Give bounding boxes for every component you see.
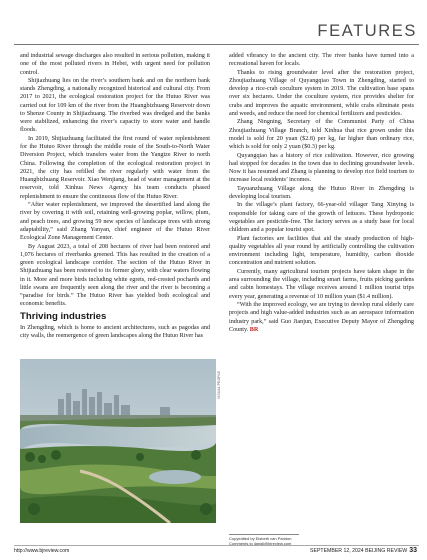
footer-rule bbox=[14, 545, 419, 546]
paragraph bbox=[229, 301, 414, 334]
paragraph: “After water replenishment, we improved the desertified land along the river by covering it with soil, retaining well-growing poplar, willow, plum, and peach trees, and growing 59 new species of landscape trees with strong adaptability,” said Zhang Yanyan, chief engineer of the Hutuo River Ecological Zone Management Center. bbox=[20, 202, 210, 242]
right-column bbox=[229, 52, 414, 544]
paragraph: Shijiazhuang lies on the river’s southern bank and on the northern bank stands Zhengding, a nationally recognized historical and cultural city. From 2017 to 2021, the ecological restoration project for the Hutuo River was carried out for 109 km of the river from the Huangbizhuang Reservoir down to Shenze County in Shijiazhuang. The riverbed was dredged and the banks were stabilized, enhancing the river’s capacity to store water and handle floods. bbox=[20, 77, 210, 134]
photo-credit: VISUAL PEOPLE bbox=[217, 370, 221, 399]
section-title: FEATURES bbox=[317, 22, 417, 40]
page-header bbox=[0, 0, 427, 48]
paragraph: Zhang Ningning, Secretary of the Communist Party of China Zhoujiazhuang Village Branch, told Xinhua that rice grown under this model is sold for 20 yuan ($2.8) per kg, far higher than ordinary rice, which is sold for only 2 yuan ($0.3) per kg. bbox=[229, 119, 414, 151]
footer-issue bbox=[310, 547, 417, 554]
paragraph: Thanks to rising groundwater level after the restoration project, Zhoujiazhuang Village of Quyangqiao Town in Zhengding, started to develop a rice-crab coculture system in 2019. The cultivation base spans over six hectares. Under the coculture system, rice provides shelter for crabs and improves the aquatic environment, while crabs eliminate pests and weeds, and reduce the need for chemical fertilizers and pesticides. bbox=[229, 69, 414, 117]
note-rule bbox=[229, 534, 299, 535]
comments-contact: Comments to jiangli@bjreview.com bbox=[229, 541, 292, 546]
paragraph: In 2019, Shijiazhuang facilitated the first round of water replenishment for the Hutuo River through the middle route of the South-to-North Water Diversion Project, which transfers water from the Yangtze River to north China. Following the completion of the ecological restoration project in 2021, the city has refilled the river regularly with water from the Huangbizhuang Reservoir. Xiao Wenjiang, head of water management at the reservoir, told Xinhua News Agency his team conducts phased replenishment to ensure the continuous flow of the Hutuo River. bbox=[20, 135, 210, 200]
paragraph: and industrial sewage discharges also resulted in serious pollution, making it one of the most polluted rivers in Hebei, with urgent need for pollution control. bbox=[20, 53, 210, 76]
end-mark: BR bbox=[249, 326, 259, 333]
page-number: 33 bbox=[409, 547, 417, 554]
paragraph: In Zhengding, which is home to ancient architectures, such as pagodas and city walls, the reemergence of green landscapes along the Hutuo River has bbox=[20, 324, 210, 339]
paragraph: Tayuanzhuang Village along the Hutuo River in Zhengding is developing local tourism. bbox=[229, 185, 414, 200]
paragraph: Quyangqiao has a history of rice cultivation. However, rice growing had stopped for decades in the town due to declining groundwater levels. Now it has resumed and Zhang is planning to develop rice field tourism to increase local residents’ incomes. bbox=[229, 152, 414, 184]
paragraph: In the village’s plant factory, 66-year-old villager Tang Xinying is responsible for taking care of the growth of lettuces. These hydroponic vegetables are pesticide-free. The factory serves as a study base for local children and a popular tourist spot. bbox=[229, 202, 414, 234]
last-paragraph-text: “With the improved ecology, we are trying to develop rural elderly care projects and high value-added industries such as an aerospace information industry park,” said Guo Jianjun, Executive Deputy Mayor of Zhengding County. bbox=[229, 302, 414, 333]
subheading: Thriving industries bbox=[20, 310, 107, 322]
paragraph: added vibrancy to the ancient city. The river banks have turned into a recreational haven for locals. bbox=[229, 53, 414, 68]
footer-url[interactable]: http://www.bjreview.com bbox=[14, 548, 70, 554]
paragraph: By August 2023, a total of 208 hectares of river had been restored and 1,076 hectares of riverbanks greened. This has resulted in the creation of a green ecological landscape corridor. The section of the Hutuo River in Shijiazhuang has been restored to its former glory, with clear waters flowing in it. More and more birds including white egrets, red-crested pochards and little swans are frequently seen along the river and the river is becoming a “paradise for birds.” The Hutuo River has yielded both ecological and economic benefits. bbox=[20, 243, 210, 308]
article-photo bbox=[20, 359, 216, 523]
copyedit-credit: Copyedited by Elsbeth van Paridon bbox=[229, 536, 292, 541]
header-rule bbox=[14, 44, 419, 45]
paragraph: Currently, many agricultural tourism projects have taken shape in the area surrounding the village, including smart farms, fruits picking gardens and cabin homestays. The village receives around 1 million tourist trips every year, generating a revenue of 10 million yuan ($1.4 million). bbox=[229, 268, 414, 300]
issue-line: SEPTEMBER 12, 2024 BEIJING REVIEW bbox=[310, 548, 408, 554]
paragraph: Plant factories are facilities that aid the steady production of high-quality vegetables all year round by artificially controlling the cultivation environment including light, temperature, humidity, carbon dioxide concentration and nutrient solution. bbox=[229, 235, 414, 267]
left-column bbox=[20, 52, 210, 352]
